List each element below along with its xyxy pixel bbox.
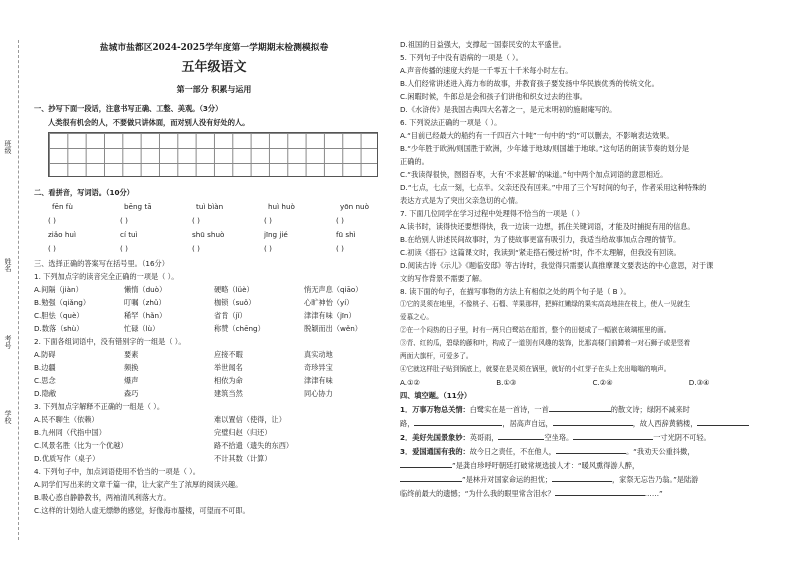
- option: A.防碍: [34, 350, 56, 359]
- name-label: 姓名: [4, 258, 12, 272]
- fill-blank[interactable]: [555, 487, 645, 496]
- option: 枷锁（suǒ）: [214, 298, 256, 307]
- option: 真实动地: [304, 350, 333, 359]
- option: 忙碌（lù）: [124, 324, 160, 333]
- text: 故今日之责任，不在他人，: [469, 447, 556, 456]
- option: D.数落（shù）: [34, 324, 84, 333]
- pinyin: yōn nuò: [340, 202, 369, 211]
- pinyin: cí tuì: [120, 230, 138, 239]
- option: B.九州同（代指中国）: [34, 428, 106, 437]
- text-line: 两面大旗杆，可爱多了。: [400, 352, 473, 360]
- option-row: [34, 374, 394, 387]
- text: ”是龚自珍呼吁朝廷打破常规选拔人才：“暖风熏得游人醉，: [452, 461, 640, 470]
- text: 临终前最大的遗憾；“为什么我的眼里常含泪水？: [400, 489, 555, 498]
- text-line: D.阅读古诗《示儿》《题临安邸》等古诗时，我觉得只需要认真推摩课文要表达的中心意思，对于课: [400, 261, 714, 270]
- text: ，居高声自远，: [502, 419, 553, 428]
- text-line: A.“目前已经最大的船约有一千四百六十吨”一句中的“约”可以删去，不影响表达效果。: [400, 131, 674, 140]
- text: 英哥雨，: [469, 433, 499, 442]
- writing-grid[interactable]: [48, 132, 378, 177]
- q3-s2: 2. 下面各组词语中，没有错别字的一组是（ ）。: [34, 337, 186, 346]
- text: ，故人西辞黄鹤楼，: [632, 419, 698, 428]
- q3-s3: 3. 下列加点字解释不正确的一组是（ ）。: [34, 402, 165, 411]
- answer-blank[interactable]: ( ): [120, 244, 128, 253]
- fill-line: [400, 403, 690, 416]
- option: A.间隔（jiàn）: [34, 285, 83, 294]
- text-line: 爱慕之心。: [400, 313, 433, 321]
- school-label: 学校: [4, 410, 12, 424]
- pinyin: tuì bìàn: [196, 202, 224, 211]
- fill-line: [400, 459, 639, 472]
- fill-line: [400, 431, 711, 444]
- fill-line: [400, 487, 663, 500]
- text-line: B.在给别人讲述民间故事时，为了使故事更富有吸引力，我适当给故事加点合理的情节。: [400, 235, 681, 244]
- fill-heading: 1．万事万物总关情：: [400, 405, 470, 414]
- fill-blank[interactable]: [414, 417, 502, 426]
- right-column: [400, 0, 785, 561]
- text-line: C.闲暇时候，牛郎总是会和孩子们讲他和织女过去的往事。: [400, 92, 587, 101]
- text-line: D.《水浒传》是我国古典四大名著之一，是元末明初的施耐庵写的。: [400, 105, 617, 114]
- sentence-2: ②在一个闷热的日子里，时有一两只白鹭站在船首，整个的田便成了一幅嵌在玻璃框里的画。: [400, 326, 671, 334]
- text-line: D.“七点，七点一刻，七点半。父亲还没有回来。”中用了三个写时间的句子，作者采用这种特殊的: [400, 183, 707, 192]
- fill-blank[interactable]: [556, 445, 626, 454]
- text: 的散文诗；绿阴不减来时: [610, 405, 690, 414]
- option-row: [34, 309, 394, 322]
- pinyin: ziǎo huì: [48, 230, 76, 239]
- fill-blank[interactable]: [552, 473, 612, 482]
- option: B.①③: [496, 378, 517, 387]
- option: 奇珍异宝: [304, 363, 333, 372]
- pinyin-row-1: [52, 200, 394, 213]
- option: 省肯（jǐ）: [214, 311, 247, 320]
- question-8: 8. 读下面的句子，在描写事物的方法上有相似之处的两个句子是（ B ）。: [400, 287, 631, 296]
- option: 建筑当然: [214, 389, 243, 398]
- fill-line: [400, 445, 694, 458]
- option: C.②④: [592, 378, 613, 387]
- fill-heading: 2．美好先国景象妙：: [400, 433, 470, 442]
- option-row: [34, 322, 394, 335]
- option: A.同学们写出来的文章千篇一律，让大家产生了浓厚的阅读兴趣。: [34, 480, 243, 489]
- answer-blank[interactable]: ( ): [120, 216, 128, 225]
- option: 稀罕（hǎn）: [124, 311, 167, 320]
- exam-title: 盐城市盐都区2024-2025学年度第一学期期末检测模拟卷: [99, 43, 329, 53]
- option: 举世闻名: [214, 363, 243, 372]
- option-row: [400, 376, 785, 389]
- fill-blank[interactable]: [549, 403, 611, 412]
- option: 同心协力: [304, 389, 333, 398]
- text: 白鹭实在是一首诗，一首: [469, 405, 549, 414]
- binding-margin: [0, 0, 30, 561]
- option-row: [34, 452, 394, 465]
- option: 完璧归赵（归还）: [214, 428, 272, 437]
- text-line: B.人们经常讲述进入海力布的故事，并教育孩子要发扬中华民族优秀的传统文化。: [400, 79, 659, 88]
- answer-blank[interactable]: ( ): [48, 216, 56, 225]
- answer-blank[interactable]: ( ): [48, 244, 56, 253]
- option: B.边疆: [34, 363, 56, 372]
- pinyin: fēn fù: [52, 202, 73, 211]
- pinyin: fū shì: [336, 230, 356, 239]
- q2-title: 二、看拼音，写词语。（10分）: [34, 188, 134, 197]
- fill-blank[interactable]: [400, 473, 462, 482]
- option-row: [34, 361, 394, 374]
- fill-blank[interactable]: [697, 417, 749, 426]
- option: 要素: [124, 350, 139, 359]
- left-column: [34, 0, 394, 561]
- answer-row-1[interactable]: [48, 214, 394, 227]
- fill-blank[interactable]: [400, 459, 452, 468]
- text-line: B.“少年胜于欧洲/则国胜于欧洲，少年雄于地球/则国雄于地球。”这句话的朗读节奏的划分是: [400, 144, 690, 153]
- option-row: [34, 348, 394, 361]
- text-line: 正确的。: [400, 157, 429, 166]
- option: 硬略（lüè）: [214, 285, 254, 294]
- text-line: 文的写作背景不需要了解。: [400, 274, 487, 283]
- text-line: A.读书时，读得快还要想得快，我一边读一边想，抓住关键词语，才能及时捕捉有用的信息。: [400, 222, 695, 231]
- text-line: D.祖国的日益强大，支撑起一国泰民安的太平盛世。: [400, 40, 566, 49]
- option: C.胆怯（què）: [34, 311, 84, 320]
- dashed-fold-line: [18, 40, 19, 540]
- option-row: [34, 296, 394, 309]
- option: C.风景名胜（比为一个优越）: [34, 441, 128, 450]
- q1-title: 一、抄写下面一段话，注意书写正确、工整、美观。（3分）: [34, 104, 223, 113]
- section-4-title: 四、填空题。（11分）: [400, 391, 472, 400]
- option: 应接不暇: [214, 350, 243, 359]
- text-line: C.“我读得很快，囫囵吞枣，大有‘不求甚解’的味道。”句中两个加点词语的意思相近。: [400, 170, 668, 179]
- option: 不计其数（计算）: [214, 454, 272, 463]
- option: 心旷神怡（yí）: [304, 298, 354, 307]
- option-row: [34, 283, 394, 296]
- answer-blank[interactable]: ( ): [336, 216, 344, 225]
- question-7: 7. 下面几位同学在学习过程中处理得不恰当的一项是（ ）: [400, 209, 584, 218]
- pinyin: huì huò: [268, 202, 295, 211]
- option: 相依为命: [214, 376, 243, 385]
- question-5: 5. 下列句子中没有语病的一项是（ ）。: [400, 53, 523, 62]
- answer-blank[interactable]: ( ): [192, 244, 200, 253]
- q3-s1: 1. 下列加点字的读音完全正确的一项是（ ）。: [34, 272, 179, 281]
- question-6: 6. 下列说法正确的一项是（ ）。: [400, 118, 502, 127]
- option: 懒惰（duò）: [124, 285, 167, 294]
- answer-blank[interactable]: ( ): [264, 244, 272, 253]
- option: 爆声: [124, 376, 139, 385]
- fill-blank[interactable]: [553, 417, 633, 426]
- text: 。“我劝天公重抖擞，: [625, 447, 695, 456]
- option: D.优质写作（桌子）: [34, 454, 100, 463]
- option-row: [34, 426, 394, 439]
- q3-s4: 4. 下列句子中，加点词语使用不恰当的一项是（ ）。: [34, 467, 200, 476]
- fill-blank[interactable]: [498, 431, 544, 440]
- option: D.③④: [688, 378, 710, 387]
- option: 称赞（chēng）: [214, 324, 265, 333]
- option: D.隐敝: [34, 389, 57, 398]
- answer-row-2[interactable]: [48, 242, 394, 255]
- answer-blank[interactable]: ( ): [336, 244, 344, 253]
- option: B.勉强（qiǎng）: [34, 298, 91, 307]
- option: A.①②: [400, 378, 420, 387]
- option: 频换: [124, 363, 139, 372]
- fill-blank[interactable]: [573, 431, 653, 440]
- text-line: A.声音传播的速度大约是一千零五十千米每小时左右。: [400, 66, 573, 75]
- option: 脱颖而出（wěn）: [304, 324, 362, 333]
- text: 路，: [400, 419, 415, 428]
- q1-text: 人类很有机会的人，不要做只讲体面，而对别人没有好处的人。: [48, 118, 250, 127]
- sentence-1: ①它的灵须在地里，不像桃子、石榴、苹果那样，把鲜红嫩绿的果实高高地挂在枝上，使人一见就生: [400, 300, 691, 308]
- option: 叮嘱（zhǔ）: [124, 298, 166, 307]
- part-title: 第一部分 积累与运用: [176, 85, 252, 94]
- fill-heading: 3．爱国通国有我的：: [400, 447, 470, 456]
- text: ……”: [644, 489, 663, 498]
- class-label: 班级: [4, 140, 12, 154]
- pinyin: bēng tā: [124, 202, 152, 211]
- text: 一寸光阴不可轻。: [653, 433, 711, 442]
- text: 空坐珞。: [544, 433, 574, 442]
- option-row: [34, 387, 394, 400]
- option: B.吸心惑自静静教书，两袖清风利落大方。: [34, 493, 171, 502]
- option: 津津有味（jīn）: [304, 311, 356, 320]
- pinyin: shū shuò: [192, 230, 225, 239]
- option: 森巧: [124, 389, 139, 398]
- answer-blank[interactable]: ( ): [264, 216, 272, 225]
- q3-title: 三、选择正确的答案写在括号里。（16分）: [34, 259, 169, 268]
- fill-line: [400, 417, 749, 430]
- text: ”是林升对国家命运的担忧；: [462, 475, 552, 484]
- fill-line: [400, 473, 698, 486]
- option-row: [34, 439, 394, 452]
- subject-title: 五年级语文: [181, 60, 247, 75]
- option: 悄无声息（qiāo）: [304, 285, 363, 294]
- option: 难以置信（使得，让）: [214, 415, 286, 424]
- text-line: C.初读《搭石》这篇课文时，我读到“紧走搭石慢过桥”时，作不太理解，但我没有回读。: [400, 248, 681, 257]
- pinyin-row-2: [48, 228, 394, 241]
- option: C.思念: [34, 376, 56, 385]
- sentence-3: ③青、红的瓜，碧绿的藤和叶，构成了一道别有风趣的装饰，比那高楼门前蹲着一对石狮子或是竖着: [400, 339, 691, 347]
- pinyin: jīng jié: [264, 230, 288, 239]
- option: C.这样的计划给人虚无缥缈的感觉，好像海市蜃楼，可望而不可即。: [34, 506, 250, 515]
- option-row: [34, 413, 394, 426]
- exam-number-label: 考号: [4, 335, 12, 349]
- answer-blank[interactable]: ( ): [192, 216, 200, 225]
- option: 路不拾遗（遗失的东西）: [214, 441, 294, 450]
- text: ，家祭无忘告乃翁。”是陆游: [611, 475, 699, 484]
- sentence-4: ④它就这样肚子贴到锅底上，就要在是灵须在锅里，就好的小红芽子在头上充出嗡嗡的响声。: [400, 365, 671, 373]
- text-line: 表达方式是为了突出父亲急切的心情。: [400, 196, 523, 205]
- option: 津津有味: [304, 376, 333, 385]
- option: A.民不聊生（依赖）: [34, 415, 99, 424]
